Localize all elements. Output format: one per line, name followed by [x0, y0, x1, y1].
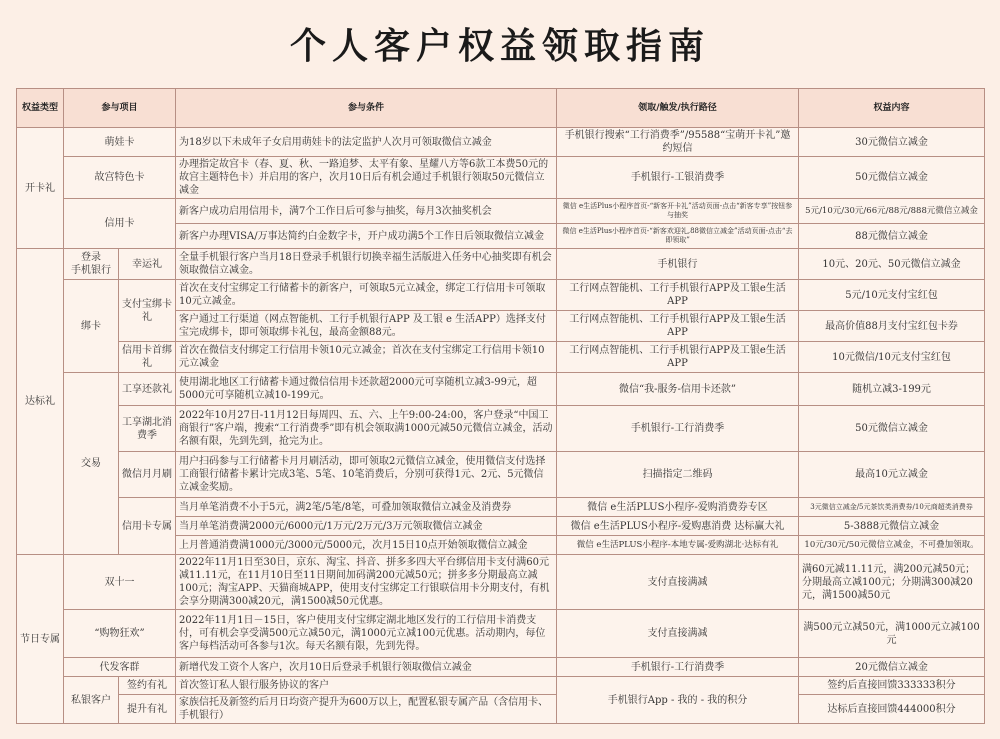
condition-cell: 新客户办理VISA/万事达简约白金数字卡，开户成功满5个工作日后领取微信立减金 — [176, 224, 557, 249]
sub-project-cell: 签约有礼 — [119, 677, 176, 695]
path-cell: 微信 e生活PLUS小程序-爱购消费券专区 — [557, 498, 799, 517]
condition-cell: 2022年11月1日至30日，京东、淘宝、抖音、拼多多四大平台绑信用卡支付满60元减11.11元，在11月10日至11日期间加码满200元减50元；拼多多分期最高立减100元；淘宝APP、天猫商城APP，使用支付宝绑定工行银联信用卡分期支付，有机会享分期满300减20元，满1500减50元优惠。 — [176, 555, 557, 610]
benefit-cell: 5-3888元微信立减金 — [799, 517, 985, 536]
condition-cell: 新客户成功启用信用卡，满7个工作日后可参与抽奖，每月3次抽奖机会 — [176, 199, 557, 224]
path-cell: 支付直接满减 — [557, 610, 799, 658]
path-cell: 手机银行搜索“工行消费季”/95588“宝萌开卡礼”邀约短信 — [557, 128, 799, 157]
condition-cell: 新增代发工资个人客户，次月10日后登录手机银行领取微信立减金 — [176, 658, 557, 677]
header-benefit: 权益内容 — [799, 89, 985, 128]
path-cell: 扫描指定二维码 — [557, 452, 799, 498]
path-cell: 工行网点智能机、工行手机银行APP及工银e生活APP — [557, 280, 799, 311]
condition-cell: 当月单笔消费满2000元/6000元/1万元/2万元/3万元领取微信立减金 — [176, 517, 557, 536]
benefit-cell: 5元/10元支付宝红包 — [799, 280, 985, 311]
path-cell: 工行网点智能机、工行手机银行APP及工银e生活APP — [557, 311, 799, 342]
table-row — [17, 498, 985, 517]
path-cell: 手机银行-工行消费季 — [557, 406, 799, 452]
benefit-cell: 5元/10元/30元/66元/88元/888元微信立减金 — [799, 199, 985, 224]
table-row — [17, 695, 985, 724]
benefit-cell: 30元微信立减金 — [799, 128, 985, 157]
condition-cell: 当月单笔消费不小于5元，满2笔/5笔/8笔，可叠加领取微信立减金及消费券 — [176, 498, 557, 517]
table-row — [17, 342, 985, 373]
condition-cell: 使用湖北地区工行储蓄卡通过微信信用卡还款超2000元可享随机立减3-99元，超5000元可享随机立减10-199元。 — [176, 373, 557, 406]
sub-project-cell: 信用卡首绑礼 — [119, 342, 176, 373]
benefit-cell: 达标后直接回馈444000积分 — [799, 695, 985, 724]
condition-cell: 首次在微信支付绑定工行信用卡领10元立减金；首次在支付宝绑定工行信用卡领10元立减金 — [176, 342, 557, 373]
path-cell: 微信 e生活PLUS小程序-本地专属-爱购湖北·达标有礼 — [557, 536, 799, 555]
benefit-cell: 10元微信/10元支付宝红包 — [799, 342, 985, 373]
benefit-cell: 10元/30元/50元微信立减金，不可叠加领取。 — [799, 536, 985, 555]
path-cell: 手机银行 — [557, 249, 799, 280]
sub-project-cell: 微信月月刷 — [119, 452, 176, 498]
project-cell: 故宫特色卡 — [64, 157, 176, 199]
table-row — [17, 373, 985, 406]
benefits-table — [16, 88, 985, 724]
header-type: 权益类型 — [17, 89, 64, 128]
condition-cell: 为18岁以下未成年子女启用萌娃卡的法定监护人次月可领取微信立减金 — [176, 128, 557, 157]
project-cell: 绑卡 — [64, 280, 119, 373]
table-row — [17, 677, 985, 695]
project-cell: “购物狂欢” — [64, 610, 176, 658]
condition-cell: 办理指定故宫卡（春、夏、秋、一路追梦、太平有象、星耀八方等6款工本费50元的故宫主题特色卡）并启用的客户，次月10日后有机会通过手机银行领取50元微信立减金 — [176, 157, 557, 199]
path-cell: 手机银行App - 我的 - 我的积分 — [557, 677, 799, 724]
type-cell: 节日专属 — [17, 555, 64, 724]
condition-cell: 2022年10月27日-11月12日每周四、五、六、上午9:00-24:00，客户登录“中国工商银行”客户端，搜索“工行消费季”即有机会领取满1000元减50元微信立减金，活动名额有限，先到先到，抢完为止。 — [176, 406, 557, 452]
table-row — [17, 452, 985, 498]
project-cell: 私银客户 — [64, 677, 119, 724]
table-header-row — [17, 89, 985, 128]
header-condition: 参与条件 — [176, 89, 557, 128]
condition-cell: 用户扫码参与工行储蓄卡月月刷活动，即可领取2元微信立减金，使用微信支付选择工商银行储蓄卡累计完成3笔、5笔、10笔消费后，分别可获得1元、2元、5元微信立减金奖励。 — [176, 452, 557, 498]
condition-cell: 首次在支付宝绑定工行储蓄卡的新客户，可领取5元立减金，绑定工行信用卡可领取10元立减金。 — [176, 280, 557, 311]
type-cell: 达标礼 — [17, 249, 64, 555]
condition-cell: 2022年11月1日－15日，客户使用支付宝绑定湖北地区发行的工行信用卡消费支付，可有机会享受满500元立减50元，满1000元立减100元优惠。活动期内，每位客户每档活动可各参与1次。每天名额有限，先到先得。 — [176, 610, 557, 658]
benefit-cell: 88元微信立减金 — [799, 224, 985, 249]
path-cell: 微信“我-服务-信用卡还款” — [557, 373, 799, 406]
project-cell: 交易 — [64, 373, 119, 555]
project-cell: 代发客群 — [64, 658, 176, 677]
page-title: 个人客户权益领取指南 — [289, 26, 710, 67]
table-row — [17, 555, 985, 610]
benefit-cell: 最高价值88月支付宝红包卡券 — [799, 311, 985, 342]
path-cell: 手机银行-工银消费季 — [557, 157, 799, 199]
benefit-cell: 签约后直接回馈333333积分 — [799, 677, 985, 695]
header-path: 领取/触发/执行路径 — [557, 89, 799, 128]
table-row — [17, 406, 985, 452]
sub-project-cell: 支付宝绑卡礼 — [119, 280, 176, 342]
path-cell: 微信 e生活Plus小程序首页-“新客开卡礼”活动页面-点击“新客专享”按钮参与抽奖 — [557, 199, 799, 224]
condition-cell: 全量手机银行客户当月18日登录手机银行切换幸福生活版进入任务中心抽奖即有机会领取微信立减金。 — [176, 249, 557, 280]
header-project: 参与项目 — [64, 89, 176, 128]
project-cell: 登录 手机银行 — [64, 249, 119, 280]
sub-project-cell: 信用卡专属 — [119, 498, 176, 555]
table-row — [17, 610, 985, 658]
path-cell: 工行网点智能机、工行手机银行APP及工银e生活APP — [557, 342, 799, 373]
project-cell: 信用卡 — [64, 199, 176, 249]
type-cell: 开卡礼 — [17, 128, 64, 249]
condition-cell: 上月普通消费满1000元/3000元/5000元，次月15日10点开始领取微信立减金 — [176, 536, 557, 555]
table-row — [17, 199, 985, 224]
condition-cell: 首次签订私人银行服务协议的客户 — [176, 677, 557, 695]
benefit-cell: 20元微信立减金 — [799, 658, 985, 677]
condition-cell: 客户通过工行渠道（网点智能机、工行手机银行APP 及工银 e 生活APP）选择支付宝完成绑卡，即可领取绑卡礼包，最高金额88元。 — [176, 311, 557, 342]
benefit-cell: 50元微信立减金 — [799, 406, 985, 452]
sub-project-cell: 工享湖北消费季 — [119, 406, 176, 452]
benefit-cell: 满500元立减50元，满1000元立减100元 — [799, 610, 985, 658]
table-row — [17, 249, 985, 280]
benefit-cell: 最高10元立减金 — [799, 452, 985, 498]
path-cell: 微信 e生活PLUS小程序-爱购惠消费 达标赢大礼 — [557, 517, 799, 536]
sub-project-cell: 工享还款礼 — [119, 373, 176, 406]
table-row — [17, 280, 985, 311]
benefit-cell: 10元、20元、50元微信立减金 — [799, 249, 985, 280]
path-cell: 手机银行-工行消费季 — [557, 658, 799, 677]
project-cell: 双十一 — [64, 555, 176, 610]
table-row — [17, 658, 985, 677]
table-row — [17, 157, 985, 199]
sub-project-cell: 幸运礼 — [119, 249, 176, 280]
table-row — [17, 128, 985, 157]
path-cell: 微信 e生活Plus小程序首页-“新客欢迎礼,88微信立减金”活动页面-点击“去即领取” — [557, 224, 799, 249]
benefit-cell: 3元微信立减金/5元茶饮类消费券/10元商超类消费券 — [799, 498, 985, 517]
path-cell: 支付直接满减 — [557, 555, 799, 610]
project-cell: 萌娃卡 — [64, 128, 176, 157]
benefit-cell: 50元微信立减金 — [799, 157, 985, 199]
benefit-cell: 随机立减3-199元 — [799, 373, 985, 406]
condition-cell: 家族信托及新签约后月日均资产提升为600万以上，配置私银专属产品（含信用卡、手机银行） — [176, 695, 557, 724]
sub-project-cell: 提升有礼 — [119, 695, 176, 724]
benefit-cell: 满60元减11.11元，满200元减50元；分期最高立减100元；分期满300减20元，满1500减50元 — [799, 555, 985, 610]
